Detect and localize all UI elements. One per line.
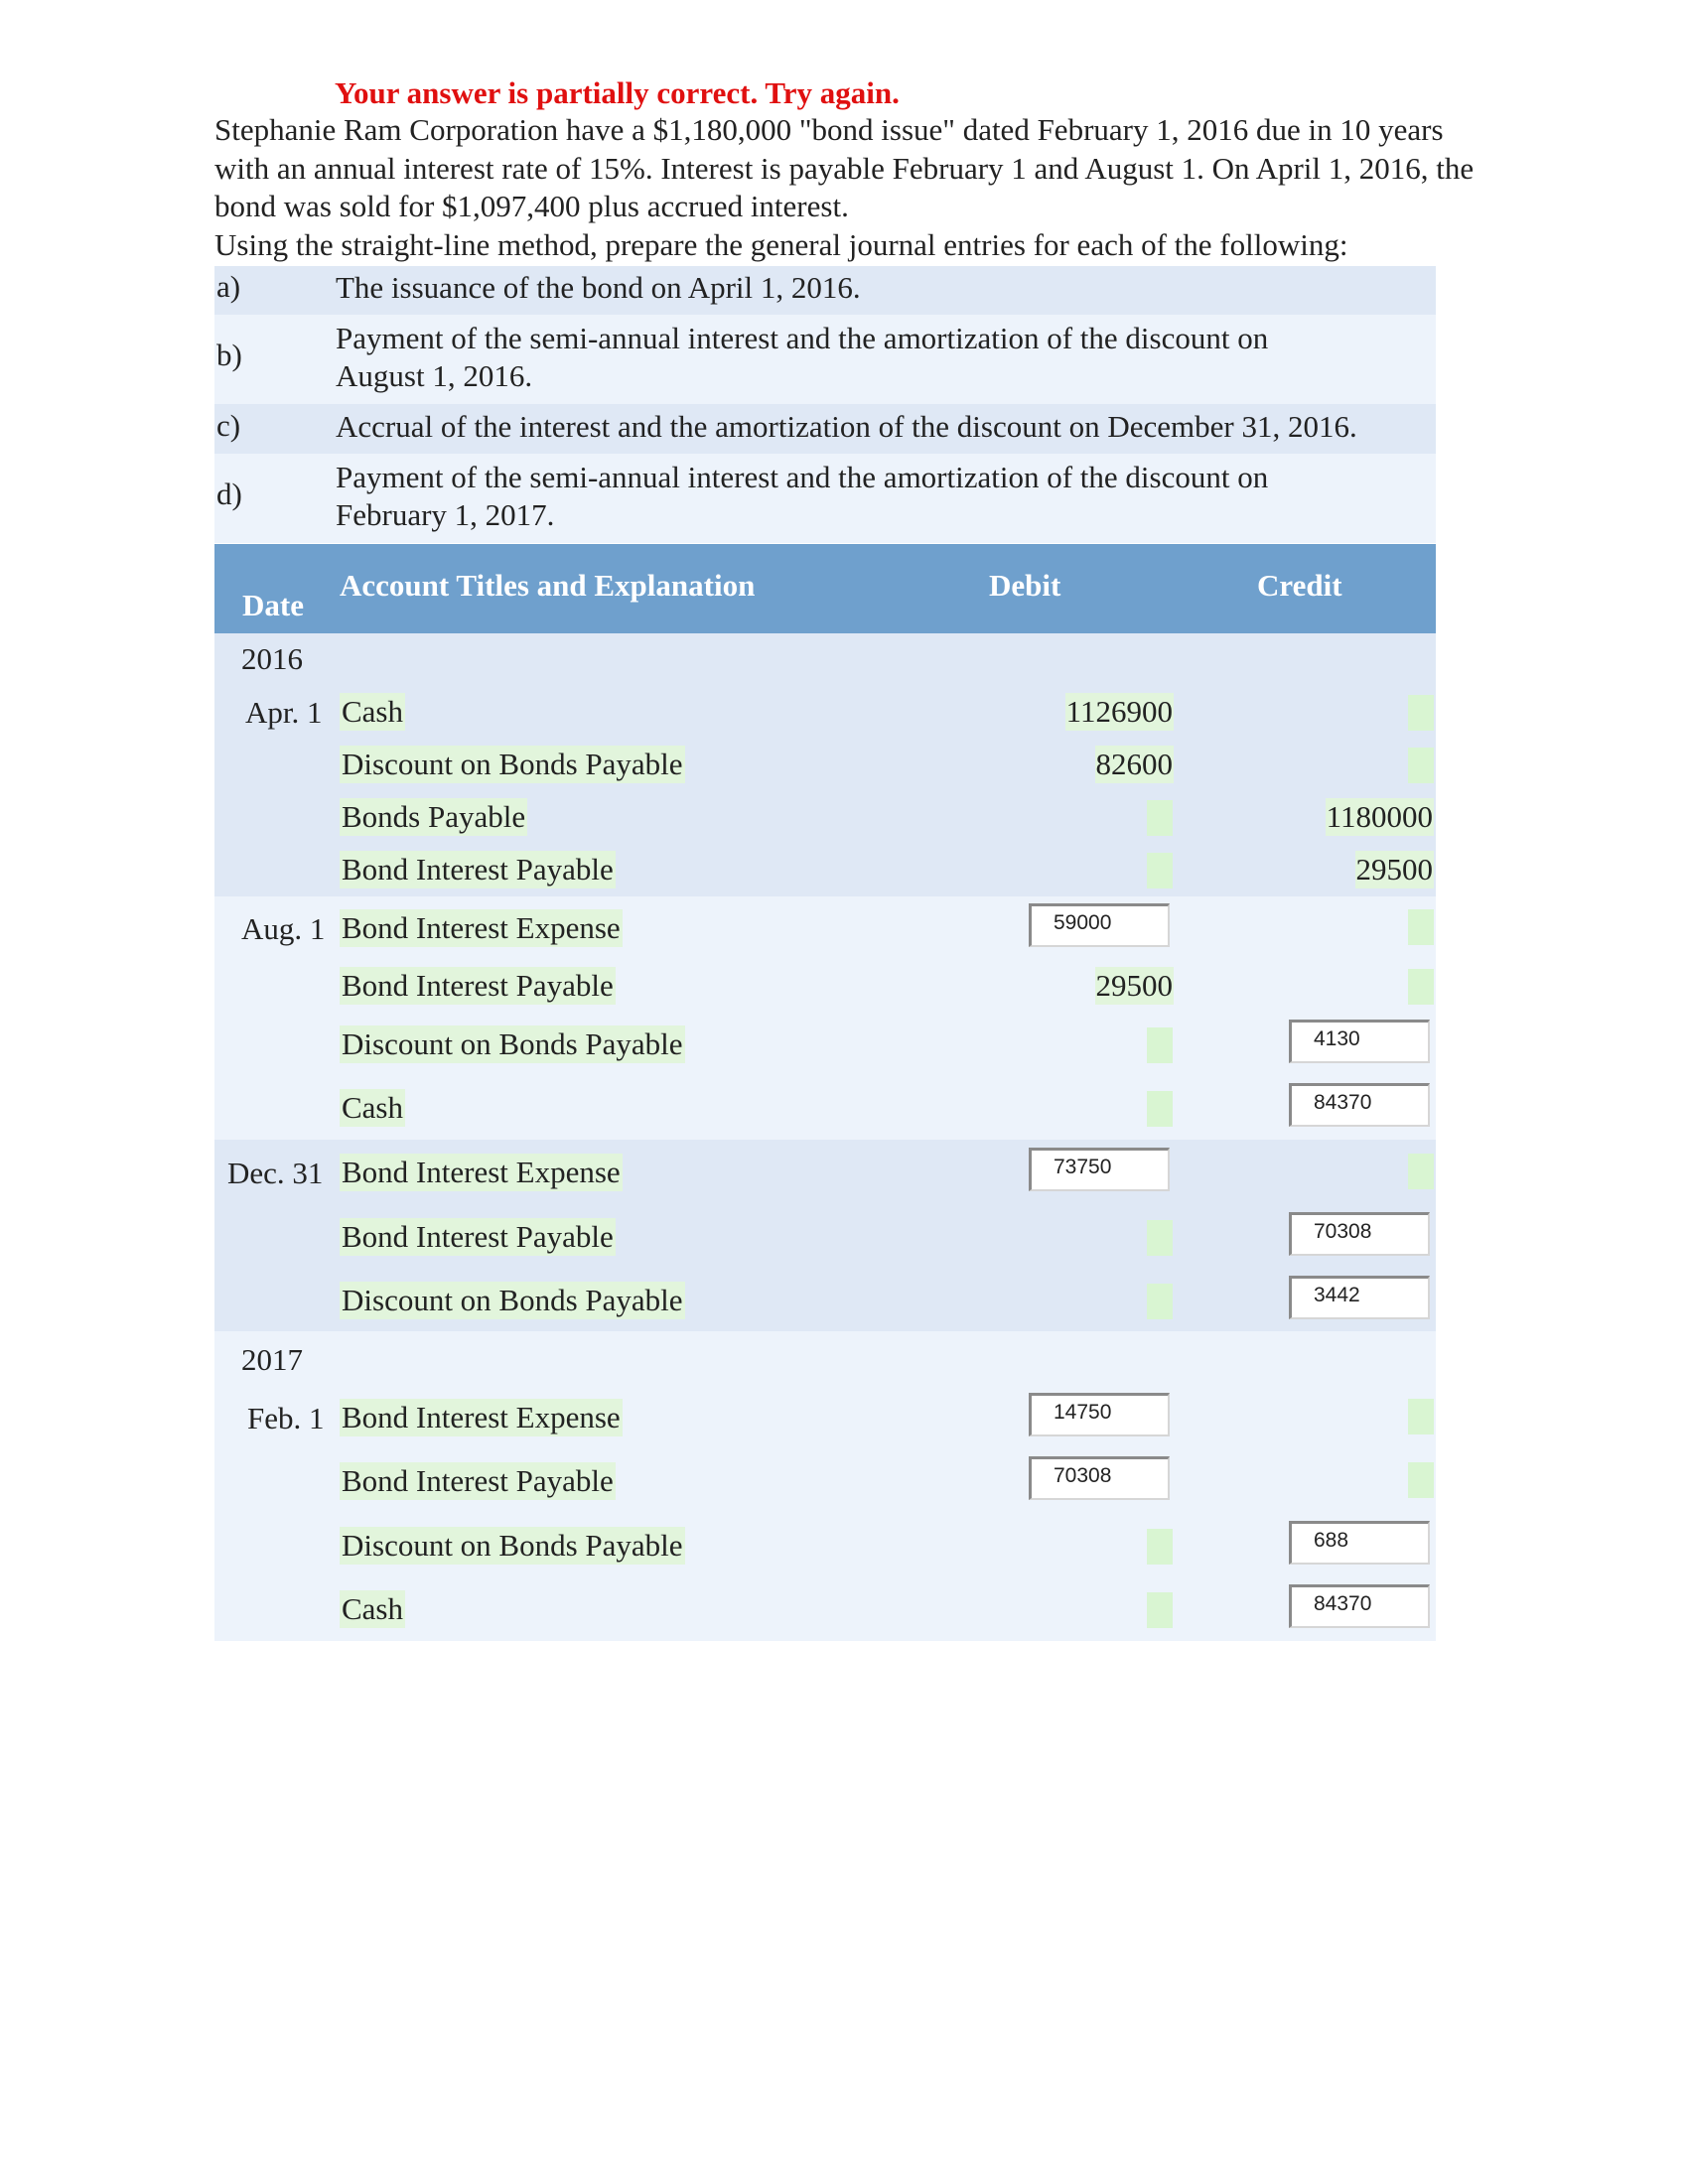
debit-cell[interactable]	[1147, 1592, 1173, 1628]
debit-cell[interactable]	[1147, 1220, 1173, 1256]
account-title: Discount on Bonds Payable	[342, 1283, 683, 1317]
question-text-line2: August 1, 2016.	[336, 358, 533, 393]
year-label: 2017	[241, 1342, 303, 1377]
credit-value: 1180000	[1326, 799, 1433, 834]
account-title: Discount on Bonds Payable	[342, 1026, 683, 1061]
question-text: Payment of the semi-annual interest and the amortization of the discount on	[336, 321, 1269, 355]
debit-input[interactable]: 73750	[1029, 1148, 1170, 1191]
debit-input[interactable]: 59000	[1029, 903, 1170, 947]
debit-cell[interactable]	[1147, 1529, 1173, 1565]
debit-cell[interactable]	[1147, 800, 1173, 836]
header-credit: Credit	[1257, 568, 1342, 603]
question-text: The issuance of the bond on April 1, 2016.	[336, 270, 861, 305]
credit-value: 29500	[1355, 852, 1433, 887]
problem-text: Stephanie Ram Corporation have a $1,180,000 "bond issue" dated February 1, 2016 due in 10 years with an annual interest rate of 15%. Interest is payable February 1 and August 1. On April 1, 2016, the bond was sold for $1,097,400 plus accrued interest.	[214, 112, 1475, 223]
credit-cell[interactable]	[1408, 1399, 1434, 1434]
credit-cell[interactable]	[1408, 695, 1434, 731]
debit-cell[interactable]	[1147, 853, 1173, 888]
account-title: Bond Interest Expense	[342, 910, 621, 945]
question-letter: c)	[216, 408, 241, 443]
account-title: Discount on Bonds Payable	[342, 747, 683, 781]
account-title: Cash	[342, 1591, 403, 1626]
account-title: Bond Interest Expense	[342, 1400, 621, 1434]
account-title: Bond Interest Payable	[342, 968, 614, 1003]
question-a	[214, 266, 1436, 315]
credit-input[interactable]: 84370	[1289, 1083, 1430, 1127]
debit-value: 1126900	[1065, 694, 1173, 729]
credit-input[interactable]: 4130	[1289, 1020, 1430, 1063]
journal-table-header	[214, 544, 1436, 633]
debit-input[interactable]: 14750	[1029, 1393, 1170, 1436]
question-c	[214, 404, 1436, 454]
feedback-message: Your answer is partially correct. Try again.	[335, 75, 900, 110]
header-debit: Debit	[989, 568, 1061, 603]
credit-cell[interactable]	[1408, 748, 1434, 783]
debit-cell[interactable]	[1147, 1027, 1173, 1063]
credit-cell[interactable]	[1408, 909, 1434, 945]
credit-cell[interactable]	[1408, 1154, 1434, 1189]
account-title: Cash	[342, 1090, 403, 1125]
question-b	[214, 315, 1436, 404]
year-label: 2016	[241, 641, 303, 676]
header-date: Date	[242, 588, 304, 622]
account-title: Bond Interest Payable	[342, 1463, 614, 1498]
question-text: Accrual of the interest and the amortization of the discount on December 31, 2016.	[336, 409, 1357, 444]
debit-cell[interactable]	[1147, 1091, 1173, 1127]
entry-date: Dec. 31	[227, 1156, 324, 1190]
instruction-text: Using the straight-line method, prepare the general journal entries for each of the following:	[214, 226, 1348, 262]
problem-statement	[214, 111, 1485, 264]
credit-input[interactable]: 688	[1289, 1521, 1430, 1565]
header-account: Account Titles and Explanation	[340, 568, 756, 603]
debit-input[interactable]: 70308	[1029, 1456, 1170, 1500]
credit-cell[interactable]	[1408, 1462, 1434, 1498]
credit-cell[interactable]	[1408, 969, 1434, 1005]
account-title: Cash	[342, 694, 403, 729]
credit-input[interactable]: 3442	[1289, 1276, 1430, 1319]
entry-date: Aug. 1	[241, 911, 326, 946]
debit-cell[interactable]	[1147, 1284, 1173, 1319]
account-title: Bond Interest Expense	[342, 1155, 621, 1189]
question-text: Payment of the semi-annual interest and the amortization of the discount on	[336, 460, 1269, 494]
question-letter: b)	[216, 338, 242, 372]
entry-date: Feb. 1	[247, 1401, 325, 1435]
entry-date: Apr. 1	[245, 695, 323, 730]
credit-input[interactable]: 70308	[1289, 1212, 1430, 1256]
account-title: Bond Interest Payable	[342, 852, 614, 887]
account-title: Discount on Bonds Payable	[342, 1528, 683, 1563]
question-letter: a)	[216, 269, 241, 304]
debit-value: 82600	[1095, 747, 1173, 781]
account-title: Bonds Payable	[342, 799, 526, 834]
debit-value: 29500	[1095, 968, 1173, 1003]
account-title: Bond Interest Payable	[342, 1219, 614, 1254]
question-text-line2: February 1, 2017.	[336, 497, 555, 532]
credit-input[interactable]: 84370	[1289, 1584, 1430, 1628]
question-d	[214, 454, 1436, 543]
question-letter: d)	[216, 477, 242, 511]
